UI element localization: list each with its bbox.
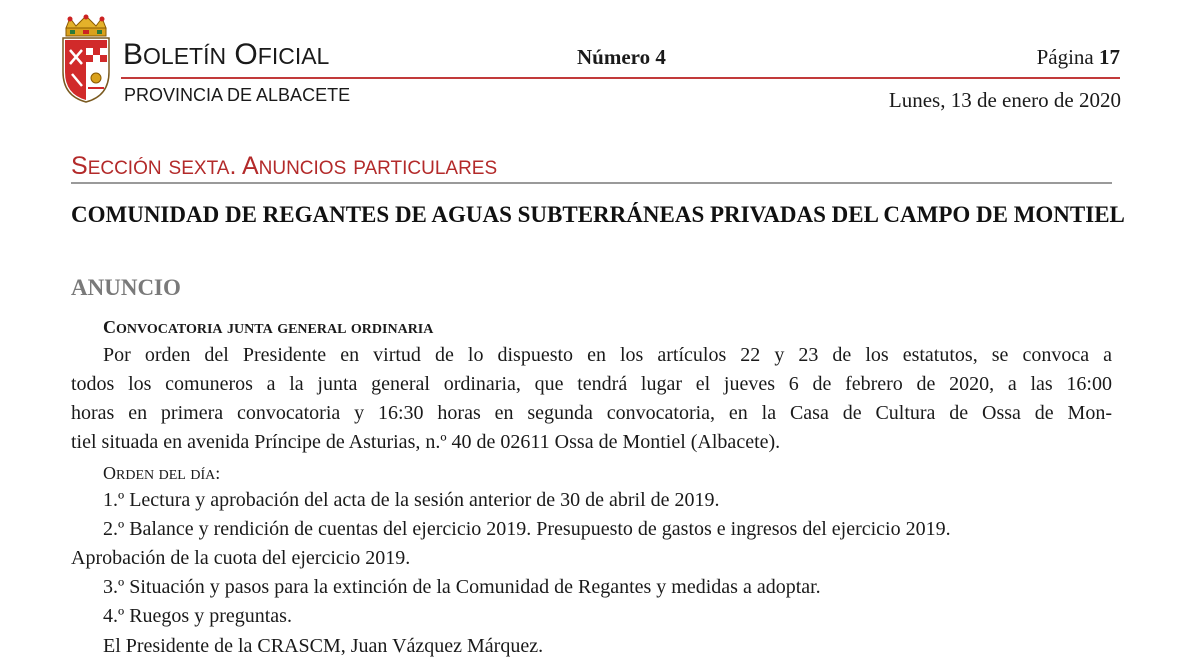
agenda-item: 3.º Situación y pasos para la extinción de la Comunidad de Regantes y medidas a adoptar. (103, 576, 821, 598)
signature: El Presidente de la CRASCM, Juan Vázquez Márquez. (103, 635, 544, 657)
header-divider (121, 77, 1120, 79)
agenda-item: 2.º Balance y rendición de cuentas del ejercicio 2019. Presupuesto de gastos e ingresos del ejercicio 2019. (103, 518, 951, 540)
body-line: horas en primera convocatoria y 16:30 horas en segunda convocatoria, en la Casa de Cultura de Ossa de Mon- (71, 402, 1112, 424)
issue-number: Número 4 (577, 45, 666, 69)
agenda-item: Aprobación de la cuota del ejercicio 2019. (71, 547, 411, 569)
body-line: todos los comuneros a la junta general ordinaria, que tendrá lugar el jueves 6 de febrero de 2020, a las 16:00 (71, 373, 1112, 395)
page-indicator (1037, 45, 1120, 69)
body-line: tiel situada en avenida Príncipe de Asturias, n.º 40 de 02611 Ossa de Montiel (Albacete). (71, 431, 781, 453)
agenda-item: 4.º Ruegos y preguntas. (103, 605, 292, 627)
publication-subtitle: PROVINCIA DE ALBACETE (124, 85, 351, 105)
body-line: Por orden del Presidente en virtud de lo dispuesto en los artículos 22 y 23 de los estatutos, se convoca a (103, 344, 1112, 366)
page-label: Página (1036, 45, 1094, 69)
albacete-coat-of-arms-logo (58, 14, 114, 104)
announcement-heading: CONVOCATORIA JUNTA GENERAL ORDINARIA (103, 317, 434, 337)
section-title: SECCIÓN SEXTA. ANUNCIOS PARTICULARES (71, 152, 498, 180)
page-number: 17 (1099, 45, 1120, 69)
publication-title: BOLETÍN OFICIAL (123, 38, 330, 71)
announcement-type: ANUNCIO (71, 275, 181, 300)
organization-title: COMUNIDAD DE REGANTES DE AGUAS SUBTERRÁNEAS PRIVADAS DEL CAMPO DE MONTIEL (71, 202, 1125, 227)
agenda-label: ORDEN DEL DÍA: (103, 463, 221, 483)
section-divider (71, 182, 1112, 184)
publication-date: Lunes, 13 de enero de 2020 (888, 88, 1121, 112)
agenda-item: 1.º Lectura y aprobación del acta de la sesión anterior de 30 de abril de 2019. (103, 489, 720, 511)
